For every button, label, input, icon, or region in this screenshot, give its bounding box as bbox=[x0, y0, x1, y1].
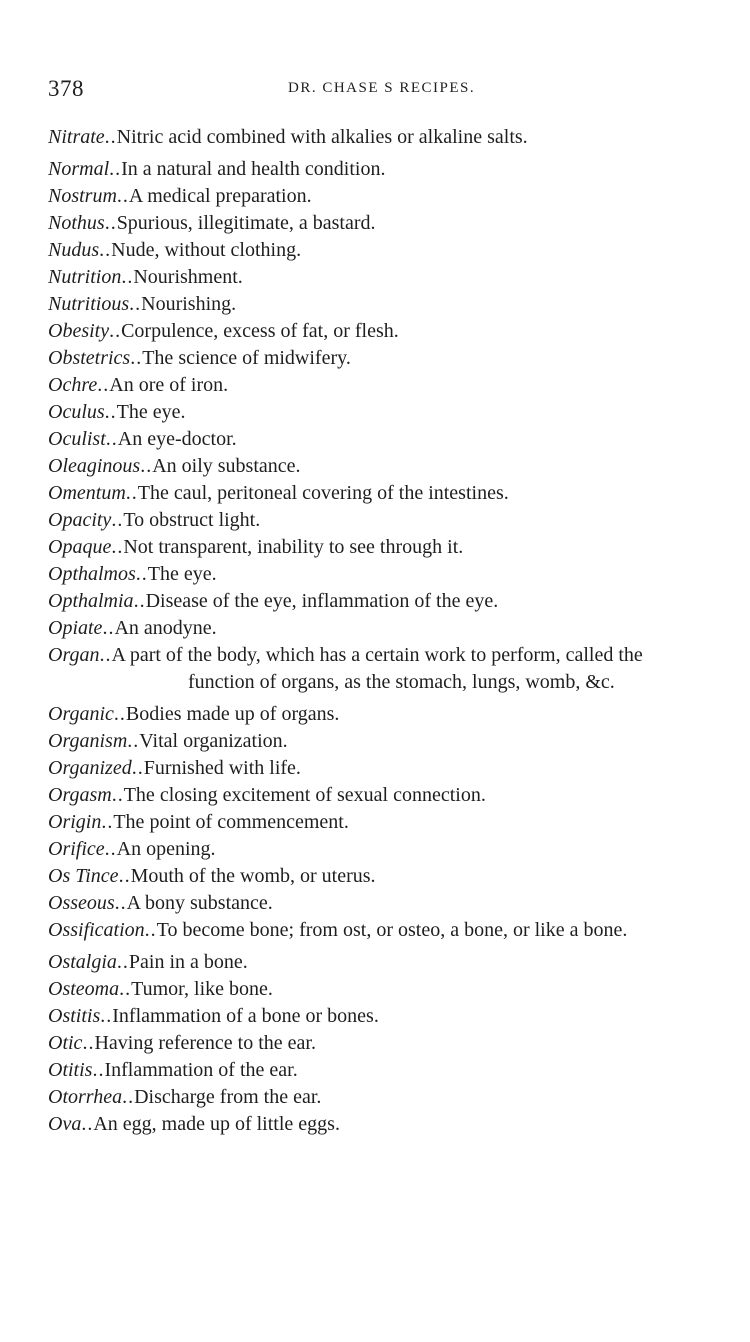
glossary-entry: Otitis..Inflammation of the ear. bbox=[48, 1059, 298, 1081]
entry-definition: To become bone; from ost, or osteo, a bone, or like a bone. bbox=[156, 919, 628, 941]
entry-definition: A medical preparation. bbox=[128, 185, 312, 207]
glossary-entry: Opiate..An anodyne. bbox=[48, 617, 217, 639]
glossary-entry: Orgasm..The closing excitement of sexual connection. bbox=[48, 784, 486, 806]
entry-definition: Discharge from the ear. bbox=[134, 1086, 322, 1108]
entry-term: Ova bbox=[48, 1113, 82, 1135]
entry-definition: An eye-doctor. bbox=[117, 428, 237, 450]
glossary-entry: Organic..Bodies made up of organs. bbox=[48, 703, 340, 725]
entry-definition: Disease of the eye, inflammation of the eye. bbox=[145, 590, 499, 612]
glossary-entry: Obesity..Corpulence, excess of fat, or flesh. bbox=[48, 320, 399, 342]
entry-definition: Not transparent, inability to see through it. bbox=[123, 536, 464, 558]
glossary-entry: Ossification..To become bone; from ost, or osteo, a bone, or like a bone. bbox=[48, 919, 628, 941]
entry-term: Nudus bbox=[48, 239, 100, 261]
glossary-entry: Ova..An egg, made up of little eggs. bbox=[48, 1113, 340, 1135]
entry-term: Organic bbox=[48, 703, 114, 725]
glossary-entry: Organism..Vital organization. bbox=[48, 730, 288, 752]
page-number: 378 bbox=[48, 76, 84, 101]
glossary-entry: Nutritious..Nourishing. bbox=[48, 293, 237, 315]
glossary-entry: Otorrhea..Discharge from the ear. bbox=[48, 1086, 322, 1108]
entry-term: Normal bbox=[48, 158, 110, 180]
entry-definition: The eye. bbox=[116, 401, 186, 423]
entry-term: Obesity bbox=[48, 320, 110, 342]
glossary-entry: Nudus..Nude, without clothing. bbox=[48, 239, 302, 261]
glossary-entry: Nitrate..Nitric acid combined with alkalies or alkaline salts. bbox=[48, 126, 528, 148]
entry-term: Osseous bbox=[48, 892, 115, 914]
entry-term: Oculist bbox=[48, 428, 106, 450]
glossary-entries bbox=[48, 124, 712, 1138]
glossary-entry: Origin..The point of commencement. bbox=[48, 811, 349, 833]
glossary-entry: Oculus..The eye. bbox=[48, 401, 186, 423]
entry-definition: The eye. bbox=[147, 563, 217, 585]
entry-definition: The closing excitement of sexual connection. bbox=[123, 784, 486, 806]
entry-term: Nitrate bbox=[48, 126, 105, 148]
glossary-entry: Opthalmia..Disease of the eye, inflammation of the eye. bbox=[48, 590, 499, 612]
entry-term: Osteoma bbox=[48, 978, 120, 1000]
entry-definition: A part of the body, which has a certain work to perform, called the function of organs, as the stomach, lungs, womb, &c. bbox=[111, 644, 643, 693]
entry-definition: Having reference to the ear. bbox=[94, 1032, 316, 1054]
entry-definition: A bony substance. bbox=[126, 892, 273, 914]
glossary-entry: Omentum..The caul, peritoneal covering of the intestines. bbox=[48, 482, 509, 504]
entry-term: Nostrum bbox=[48, 185, 117, 207]
entry-definition: Nourishing. bbox=[141, 293, 237, 315]
entry-definition: The point of commencement. bbox=[113, 811, 349, 833]
entry-term: Organized bbox=[48, 757, 132, 779]
glossary-entry: Ostitis..Inflammation of a bone or bones. bbox=[48, 1005, 379, 1027]
entry-definition: An ore of iron. bbox=[109, 374, 229, 396]
entry-term: Otorrhea bbox=[48, 1086, 123, 1108]
entry-term: Opthalmos bbox=[48, 563, 136, 585]
glossary-entry: Ochre..An ore of iron. bbox=[48, 374, 229, 396]
glossary-entry: Opacity..To obstruct light. bbox=[48, 509, 261, 531]
entry-term: Ochre bbox=[48, 374, 98, 396]
entry-definition: In a natural and health condition. bbox=[121, 158, 386, 180]
entry-definition: An egg, made up of little eggs. bbox=[93, 1113, 340, 1135]
entry-term: Oculus bbox=[48, 401, 105, 423]
entry-term: Ostitis bbox=[48, 1005, 101, 1027]
entry-definition: An opening. bbox=[116, 838, 216, 860]
glossary-entry: Normal..In a natural and health condition. bbox=[48, 158, 386, 180]
entry-definition: Spurious, illegitimate, a bastard. bbox=[116, 212, 376, 234]
entry-term: Opaque bbox=[48, 536, 112, 558]
entry-term: Opacity bbox=[48, 509, 112, 531]
entry-term: Obstetrics bbox=[48, 347, 131, 369]
entry-term: Oleaginous bbox=[48, 455, 141, 477]
running-head: DR. CHASE S RECIPES. bbox=[288, 80, 476, 96]
entry-term: Omentum bbox=[48, 482, 126, 504]
glossary-entry: Otic..Having reference to the ear. bbox=[48, 1032, 316, 1054]
entry-term: Opthalmia bbox=[48, 590, 134, 612]
entry-definition: Pain in a bone. bbox=[128, 951, 248, 973]
entry-term: Organism bbox=[48, 730, 128, 752]
entry-term: Os Tince bbox=[48, 865, 119, 887]
entry-term: Nothus bbox=[48, 212, 105, 234]
entry-term: Nutrition bbox=[48, 266, 122, 288]
entry-term: Otitis bbox=[48, 1059, 93, 1081]
entry-definition: An anodyne. bbox=[114, 617, 217, 639]
glossary-entry: Ostalgia..Pain in a bone. bbox=[48, 951, 248, 973]
entry-definition: Corpulence, excess of fat, or flesh. bbox=[121, 320, 399, 342]
glossary-entry: Organized..Furnished with life. bbox=[48, 757, 301, 779]
entry-definition: Tumor, like bone. bbox=[131, 978, 273, 1000]
glossary-entry: Nutrition..Nourishment. bbox=[48, 266, 243, 288]
glossary-entry: Osseous..A bony substance. bbox=[48, 892, 273, 914]
entry-definition: The caul, peritoneal covering of the intestines. bbox=[137, 482, 509, 504]
entry-definition: Nitric acid combined with alkalies or alkaline salts. bbox=[116, 126, 528, 148]
glossary-entry: Os Tince..Mouth of the womb, or uterus. bbox=[48, 865, 376, 887]
entry-definition: Nourishment. bbox=[133, 266, 243, 288]
entry-definition: Nude, without clothing. bbox=[111, 239, 302, 261]
glossary-entry: Orifice..An opening. bbox=[48, 838, 216, 860]
entry-term: Otic bbox=[48, 1032, 83, 1054]
glossary-entry: Osteoma..Tumor, like bone. bbox=[48, 978, 273, 1000]
entry-term: Organ bbox=[48, 644, 100, 666]
entry-definition: Mouth of the womb, or uterus. bbox=[130, 865, 376, 887]
page-header bbox=[48, 76, 708, 108]
entry-term: Origin bbox=[48, 811, 102, 833]
entry-definition: To obstruct light. bbox=[123, 509, 261, 531]
glossary-entry: Oleaginous..An oily substance. bbox=[48, 455, 301, 477]
glossary-entry: Nostrum..A medical preparation. bbox=[48, 185, 312, 207]
entry-definition: The science of midwifery. bbox=[142, 347, 351, 369]
entry-term: Ossification bbox=[48, 919, 145, 941]
entry-term: Nutritious bbox=[48, 293, 130, 315]
glossary-entry: Organ..A part of the body, which has a certain work to perform, called the function of organs, as the stomach, lungs, womb, &c. bbox=[48, 644, 643, 693]
entry-definition: An oily substance. bbox=[152, 455, 301, 477]
entry-definition: Vital organization. bbox=[139, 730, 288, 752]
entry-definition: Furnished with life. bbox=[143, 757, 301, 779]
entry-definition: Inflammation of the ear. bbox=[104, 1059, 298, 1081]
entry-definition: Inflammation of a bone or bones. bbox=[112, 1005, 379, 1027]
glossary-entry: Nothus..Spurious, illegitimate, a bastard. bbox=[48, 212, 376, 234]
entry-term: Opiate bbox=[48, 617, 103, 639]
entry-definition: Bodies made up of organs. bbox=[125, 703, 340, 725]
entry-term: Orgasm bbox=[48, 784, 112, 806]
glossary-entry: Obstetrics..The science of midwifery. bbox=[48, 347, 351, 369]
entry-term: Orifice bbox=[48, 838, 105, 860]
glossary-entry: Oculist..An eye-doctor. bbox=[48, 428, 237, 450]
glossary-entry: Opthalmos..The eye. bbox=[48, 563, 217, 585]
entry-term: Ostalgia bbox=[48, 951, 117, 973]
glossary-entry: Opaque..Not transparent, inability to see through it. bbox=[48, 536, 464, 558]
